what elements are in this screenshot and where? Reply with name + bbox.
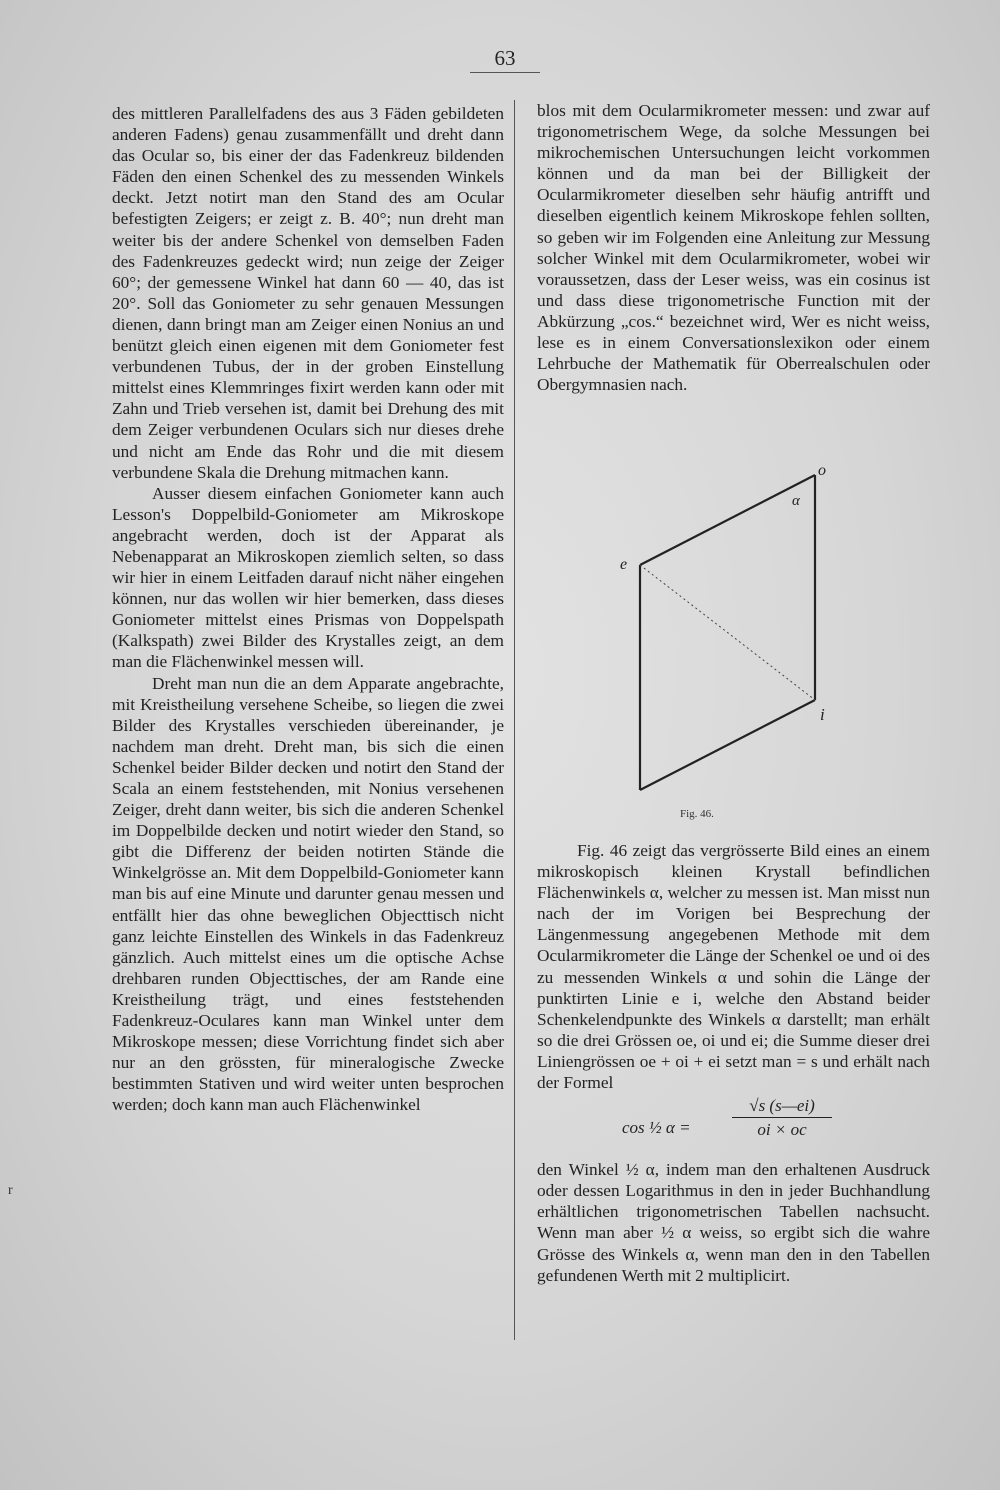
label-alpha: α [792,493,800,509]
label-o: o [818,462,826,479]
left-column [112,103,504,1116]
dotted-line-ei [640,565,815,700]
right-column-bottom [537,840,930,1286]
formula-lhs: cos ½ α = [622,1118,691,1138]
formula-denominator: oi × oc [757,1120,807,1140]
figure-caption: Fig. 46. [680,808,714,820]
margin-mark: r [8,1183,13,1198]
right-paragraph-1: blos mit dem Ocularmikrometer messen: und zwar auf trigonometrischem Wege, da solche Messungen bei mikrochemischen Untersuchungen leicht vorkommen können und da man bei der Billigkeit der Ocularmikrometer dieselben sehr häufig antrifft und dieselben eigentlich keinem Mikroskope fehlen sollten, so geben wir im Folgenden eine Anleitung zur Messung solcher Winkel mit dem Ocularmikrometer, wobei wir voraussetzen, dass der Leser weiss, was ein cosinus ist und dass diese trigonometrische Function mit der Abkürzung „cos.“ bezeichnet wird, Wer es nicht weiss, lese es in einem Conversationslexikon oder einem Lehrbuche der Mathematik für Oberrealschulen oder Obergymnasien nach. [537,101,930,395]
formula-numerator: √s (s—ei) [732,1095,832,1118]
label-e: e [620,556,628,573]
right-paragraph-2: Fig. 46 zeigt das vergrösserte Bild eines an einem mikroskopisch kleinen Krystall befindlichen Flächenwinkels α, welcher zu messen ist. Man misst nun nach der im Vorigen bei Besprechung der Längenmessung angegebenen Methode mit dem Ocularmikrometer die Länge der Schenkel oe und oi des zu messenden Winkels α und sohin die Länge der punktirten Linie e i, welche den Abstand beider Schenkelendpunkte des Winkels α darstellt; man erhält so die drei Grössen oe, oi und ei; die Summe dieser drei Liniengrössen oe + oi + ei setzt man = s und erhält nach der Formel [537,841,931,1093]
formula-fraction [732,1095,832,1140]
cosine-formula [537,1095,930,1153]
leg-oe [640,475,815,565]
left-paragraph-1: des mittleren Parallelfadens des aus 3 Fäden gebildeten anderen Fadens) genau zusammenfällt und dreht dann das Ocular so, bis einer der das Fadenkreuz bildenden Fäden den einen Schenkel des zu messenden Winkels deckt. Jetzt notirt man den Stand des am Ocular befestigten Zeigers; er zeigt z. B. 40°; nun dreht man weiter bis der andere Schenkel von demselben Faden des Fadenkreuzes gedeckt wird; nun zeige der Zeiger 60°; der gemessene Winkel hat dann 60 — 40, das ist 20°. Soll das Goniometer zu sehr genauen Messungen dienen, dann bringt man am Zeiger einen Nonius an und benützt gleich einen eigenen mit dem Goniometer fest verbundenen Tubus, der in der groben Einstellung mittelst eines Klemmringes fixirt werden kann oder mit Zahn und Trieb versehen ist, damit bei Drehung des mit dem Zeiger verbundenen Oculars sich nur dieses drehe und nicht am Ende das Rohr und die mit diesem verbundene Skala die Drehung mitmachen kann. [112,104,504,482]
column-divider [514,100,515,1340]
page-number: 63 [494,46,516,70]
left-paragraph-2: Ausser diesem einfachen Goniometer kann auch Lesson's Doppelbild-Goniometer am Mikroskope angebracht werden, doch ist der Apparat als Nebenapparat an Mikroskopen ziemlich selten, so dass wir hier in einem Leitfaden darauf nicht näher eingehen können, nur das wollen wir hier bemerken, dass dieses Goniometer mittelst eines Prismas von Doppelspath (Kalkspath) zwei Bilder des Krystalles zeigt, an dem man die Flächenwinkel messen will. [112,483,504,672]
bottom-edge [640,700,815,790]
right-paragraph-3: den Winkel ½ α, indem man den erhaltenen Ausdruck oder dessen Logarithmus in den in jeder Buchhandlung erhältlichen trigonometrischen Tabellen nachsucht. Wenn man aber ½ α weiss, so ergibt sich die wahre Grösse des Winkels α, wenn man den in den Tabellen gefundenen Werth mit 2 multiplicirt. [537,1160,930,1285]
left-paragraph-3: Dreht man nun die an dem Apparate angebrachte, mit Kreistheilung versehene Scheibe, so liegen die zwei Bilder des Krystalles verschieden übereinander, je nachdem man dreht. Dreht man, bis sich die einen Schenkel beider Bilder decken und notirt den Stand der Scala an einem feststehenden, mit Nonius versehenen Zeiger, dreht dann weiter, bis sich die anderen Schenkel im Doppelbilde decken und notirt wieder den Stand, so gibt die Differenz der beiden notirten Stände die Winkelgrösse an. Mit dem Doppelbild-Goniometer kann man bis auf eine Minute und darunter genau messen und entfällt hier das ohne beweglichen Objecttisch nicht ganz leichte Einstellen des Winkels in das Fadenkreuz gänzlich. Auch mittelst eines um die optische Achse drehbaren runden Objecttisches, der am Rande eine Kreistheilung trägt, und eines feststehenden Fadenkreuz-Oculares kann man Winkel unter dem Mikroskope messen; diese Vorrichtung findet sich aber nur an den grössten, für mineralogische Zwecke bestimmten Stativen und wird weiter unten besprochen werden; doch kann man auch Flächenwinkel [112,673,504,1115]
right-column-top [537,100,930,395]
label-i: i [820,705,825,724]
page-number-rule [470,72,540,73]
angle-figure [600,455,860,825]
